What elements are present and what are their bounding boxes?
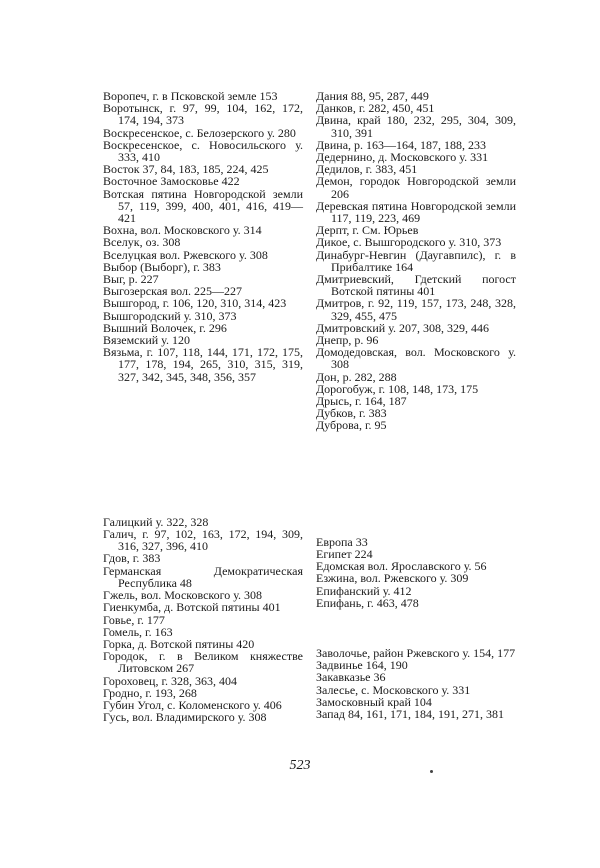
index-entry: Воротынск, г. 97, 99, 104, 162, 172, 174, 194, 373 xyxy=(103,101,303,128)
index-entry: Европа 33 xyxy=(316,534,368,549)
section-gap xyxy=(316,432,516,536)
index-entry: Вотская пятина Новгородской земли 57, 119, 399, 400, 401, 416, 419—421 xyxy=(103,186,303,226)
index-entry: Вышний Волочек, г. 296 xyxy=(103,320,227,335)
index-entry: Выг, р. 227 xyxy=(103,272,159,287)
index-entry: Залесье, с. Московского у. 331 xyxy=(316,682,471,697)
index-entry: Двина, край 180, 232, 295, 304, 309, 310, 391 xyxy=(316,113,516,140)
index-entry: Закавказье 36 xyxy=(316,670,386,685)
index-entry: Восток 37, 84, 183, 185, 224, 425 xyxy=(103,162,269,177)
index-entry: Гдов, г. 383 xyxy=(103,551,161,566)
index-column-right xyxy=(316,90,516,720)
index-entry: Запад 84, 161, 171, 184, 191, 271, 381 xyxy=(316,706,505,721)
index-entry: Домодедовская, вол. Московского у. 308 xyxy=(316,345,516,372)
index-entry: Задвинье 164, 190 xyxy=(316,658,408,673)
index-entry: Гусь, вол. Владимирского у. 308 xyxy=(103,710,267,725)
index-entry: Вселуцкая вол. Ржевского у. 308 xyxy=(103,247,268,262)
index-entry: Дрысь, г. 164, 187 xyxy=(316,394,407,409)
index-entry: Дедернино, д. Московского у. 331 xyxy=(316,150,489,165)
index-entry: Германская Демократическая Республика 48 xyxy=(103,563,303,590)
index-entry: Воскресенское, с. Новосильского у. 333, 410 xyxy=(103,137,303,165)
index-entry: Дуброва, г. 95 xyxy=(316,418,387,433)
index-entry: Епифань, г. 463, 478 xyxy=(316,595,419,610)
index-entry: Вохна, вол. Московского у. 314 xyxy=(103,223,262,238)
index-entry: Восточное Замосковье 422 xyxy=(103,174,240,189)
index-entry: Дедилов, г. 383, 451 xyxy=(316,162,418,177)
index-entry: Вышгород, г. 106, 120, 310, 314, 423 xyxy=(103,296,287,311)
index-entry: Езжина, вол. Ржевского у. 309 xyxy=(316,571,469,586)
index-entry: Галич, г. 97, 102, 163, 172, 194, 309, 316, 327, 396, 410 xyxy=(103,527,303,554)
index-entry: Горка, д. Вотской пятины 420 xyxy=(103,636,255,651)
index-entry: Демон, городок Новгородской земли 206 xyxy=(316,174,516,201)
index-entry: Замосковный край 104 xyxy=(316,694,432,709)
index-entry: Дубков, г. 383 xyxy=(316,406,387,421)
index-entry: Выбор (Выборг), г. 383 xyxy=(103,259,221,274)
index-entry: Дания 88, 95, 287, 449 xyxy=(316,89,429,103)
index-entry: Едомская вол. Ярославского у. 56 xyxy=(316,559,487,574)
index-entry: Днепр, р. 96 xyxy=(316,333,379,348)
section-gap xyxy=(316,609,516,647)
index-entry: Вышгородский у. 310, 373 xyxy=(103,308,237,323)
section-gap xyxy=(103,383,303,516)
index-entry: Двина, р. 163—164, 187, 188, 233 xyxy=(316,137,487,152)
index-entry: Гжель, вол. Московского у. 308 xyxy=(103,588,263,603)
index-entry: Воропеч, г. в Псковской земле 153 xyxy=(103,89,278,103)
index-entry: Вселук, оз. 308 xyxy=(103,235,181,250)
index-entry: Епифанский у. 412 xyxy=(316,583,412,598)
index-entry: Дорогобуж, г. 108, 148, 173, 175 xyxy=(316,381,479,396)
index-entry: Галицкий у. 322, 328 xyxy=(103,514,209,529)
index-entry: Вязьма, г. 107, 118, 144, 171, 172, 175, 177, 178, 194, 265, 310, 315, 319, 327, 342, 345, 348, 356, 357 xyxy=(103,345,303,384)
index-entry: Говье, г. 177 xyxy=(103,612,165,627)
index-entry: Гродно, г. 193, 268 xyxy=(103,685,197,700)
index-entry: Гиенкумба, д. Вотской пятины 401 xyxy=(103,600,281,615)
page-number: 523 xyxy=(289,758,311,773)
index-entry: Египет 224 xyxy=(316,546,373,561)
index-entry: Дикое, с. Вышгородского у. 310, 373 xyxy=(316,235,502,250)
index-entry: Губин Угол, с. Коломенского у. 406 xyxy=(103,697,282,712)
index-entry: Вяземский у. 120 xyxy=(103,333,190,348)
index-entry: Воскресенское, с. Белозерского у. 280 xyxy=(103,125,296,140)
index-entry: Данков, г. 282, 450, 451 xyxy=(316,101,435,116)
index-entry: Дерпт, г. См. Юрьев xyxy=(316,223,419,238)
index-column-left xyxy=(103,90,303,723)
index-entry: Дон, р. 282, 288 xyxy=(316,369,397,384)
index-entry: Городок, г. в Великом княжестве Литовском 267 xyxy=(103,649,303,676)
print-speck xyxy=(430,770,433,773)
index-entry: Гороховец, г. 328, 363, 404 xyxy=(103,673,238,688)
index-entry: Дмитровский у. 207, 308, 329, 446 xyxy=(316,320,489,335)
index-entry: Динабург-Невгин (Даугавпилс), г. в Прибалтике 164 xyxy=(316,247,516,274)
index-entry: Гомель, г. 163 xyxy=(103,624,173,639)
index-entry: Деревская пятина Новгородской земли 117, 119, 223, 469 xyxy=(316,198,516,226)
index-entry: Дмитриевский, Гдетский погост Вотской пятины 401 xyxy=(316,272,516,299)
index-entry: Заволочье, район Ржевского у. 154, 177 xyxy=(316,645,516,660)
index-entry: Выгозерская вол. 225—227 xyxy=(103,284,242,299)
index-entry: Дмитров, г. 92, 119, 157, 173, 248, 328, 329, 455, 475 xyxy=(316,296,516,323)
